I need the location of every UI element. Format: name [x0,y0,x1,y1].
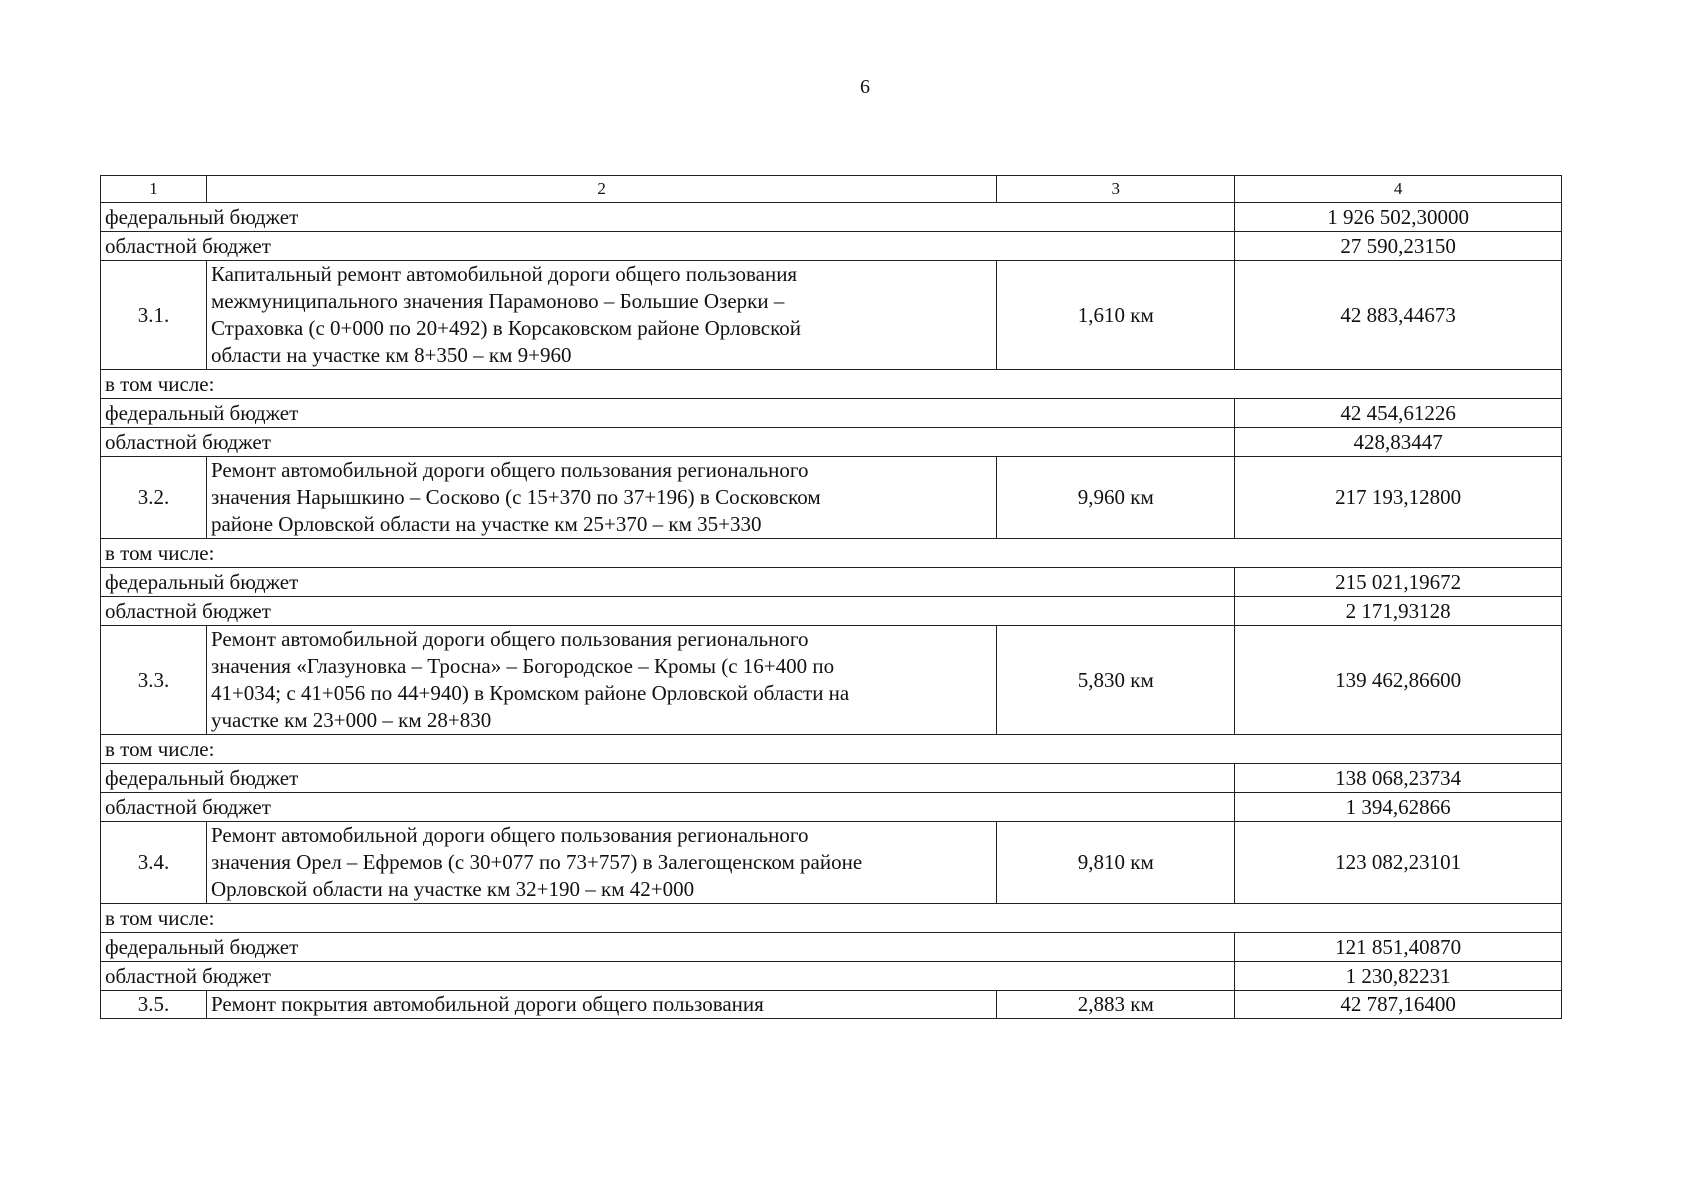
description-line: районе Орловской области на участке км 25+370 – км 35+330 [210,512,762,536]
budget-source-row [101,232,1562,261]
project-number: 3.2. [101,457,207,539]
project-description [206,457,996,539]
budget-amount: 42 454,61226 [1235,399,1562,428]
project-length: 5,830 км [997,626,1235,735]
budget-amount: 1 230,82231 [1235,962,1562,991]
including-row [101,539,1562,568]
description-line: значения Орел – Ефремов (с 30+077 по 73+757) в Залегощенском районе [210,850,863,874]
description-line: Ремонт автомобильной дороги общего пользования регионального [210,823,809,847]
description-line: значения Нарышкино – Сосково (с 15+370 по 37+196) в Сосковском [210,485,821,509]
budget-amount: 27 590,23150 [1235,232,1562,261]
budget-source-label: областной бюджет [101,232,1235,261]
description-line: Орловской области на участке км 32+190 – км 42+000 [210,877,695,901]
budget-amount: 1 394,62866 [1235,793,1562,822]
budget-table-body [101,176,1562,1019]
budget-source-label: федеральный бюджет [101,203,1235,232]
description-line: Ремонт автомобильной дороги общего пользования регионального [210,627,809,651]
description-line: Ремонт автомобильной дороги общего пользования регионального [210,458,809,482]
project-amount: 123 082,23101 [1235,822,1562,904]
budget-source-row [101,203,1562,232]
budget-source-label: федеральный бюджет [101,764,1235,793]
project-description [206,991,996,1019]
project-description [206,626,996,735]
project-amount: 217 193,12800 [1235,457,1562,539]
budget-source-row [101,568,1562,597]
project-length: 9,810 км [997,822,1235,904]
project-amount: 139 462,86600 [1235,626,1562,735]
budget-source-row [101,399,1562,428]
including-row [101,735,1562,764]
project-row [101,457,1562,539]
including-label: в том числе: [101,735,1562,764]
project-row [101,626,1562,735]
project-number: 3.4. [101,822,207,904]
project-length: 2,883 км [997,991,1235,1019]
description-line: Ремонт покрытия автомобильной дороги общего пользования [210,992,764,1016]
description-line: участке км 23+000 – км 28+830 [210,708,492,732]
budget-amount: 121 851,40870 [1235,933,1562,962]
description-line: 41+034; с 41+056 по 44+940) в Кромском районе Орловской области на [210,681,850,705]
header-col-4: 4 [1235,176,1562,203]
budget-source-label: областной бюджет [101,793,1235,822]
project-number: 3.1. [101,261,207,370]
budget-source-label: федеральный бюджет [101,568,1235,597]
budget-source-row [101,597,1562,626]
project-amount: 42 883,44673 [1235,261,1562,370]
description-line: значения «Глазуновка – Тросна» – Богородское – Кромы (с 16+400 по [210,654,835,678]
project-description [206,261,996,370]
budget-source-row [101,962,1562,991]
project-row [101,991,1562,1019]
description-line: Страховка (с 0+000 по 20+492) в Корсаковском районе Орловской [210,316,801,340]
header-col-2: 2 [206,176,996,203]
budget-source-row [101,764,1562,793]
header-col-1: 1 [101,176,207,203]
budget-source-label: областной бюджет [101,428,1235,457]
project-number: 3.3. [101,626,207,735]
description-line: Капитальный ремонт автомобильной дороги общего пользования [210,262,798,286]
project-number: 3.5. [101,991,207,1019]
page-number: 6 [860,76,870,98]
budget-source-label: областной бюджет [101,597,1235,626]
budget-amount: 215 021,19672 [1235,568,1562,597]
budget-source-label: областной бюджет [101,962,1235,991]
including-label: в том числе: [101,904,1562,933]
project-length: 1,610 км [997,261,1235,370]
including-label: в том числе: [101,539,1562,568]
including-label: в том числе: [101,370,1562,399]
budget-amount: 428,83447 [1235,428,1562,457]
project-row [101,261,1562,370]
description-line: области на участке км 8+350 – км 9+960 [210,343,572,367]
budget-source-row [101,933,1562,962]
header-row [101,176,1562,203]
project-description [206,822,996,904]
budget-amount: 138 068,23734 [1235,764,1562,793]
including-row [101,904,1562,933]
budget-table [100,175,1562,1019]
budget-source-row [101,428,1562,457]
budget-source-label: федеральный бюджет [101,399,1235,428]
project-row [101,822,1562,904]
including-row [101,370,1562,399]
budget-amount: 2 171,93128 [1235,597,1562,626]
project-amount: 42 787,16400 [1235,991,1562,1019]
budget-source-label: федеральный бюджет [101,933,1235,962]
project-length: 9,960 км [997,457,1235,539]
description-line: межмуниципального значения Парамоново – Большие Озерки – [210,289,785,313]
header-col-3: 3 [997,176,1235,203]
budget-source-row [101,793,1562,822]
budget-amount: 1 926 502,30000 [1235,203,1562,232]
